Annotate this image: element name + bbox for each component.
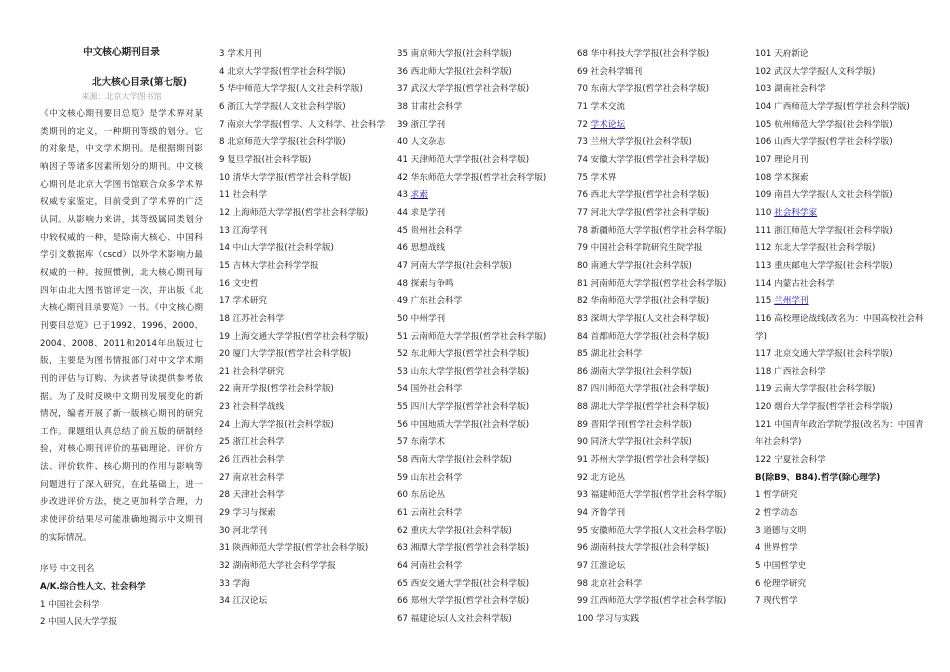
list-item: 107 理论月刊 — [755, 154, 809, 165]
list-item: 71 学术交流 — [577, 101, 626, 112]
list-item: 55 四川大学学报(哲学社会科学版) — [397, 402, 530, 413]
list-item: 15 吉林大学社会科学学报 — [219, 260, 319, 271]
list-item: 88 湖北大学学报(哲学社会科学版) — [577, 402, 710, 413]
list-item: 81 河南师范大学学报(哲学社会科学版) — [577, 278, 727, 289]
list-item: 98 北京社会科学 — [577, 578, 643, 589]
list-item: 100 学习与实践 — [577, 614, 640, 624]
list-item: 37 武汉大学学报(哲学社会科学版) — [397, 84, 530, 95]
list-item: 57 东南学术 — [397, 437, 446, 448]
list-item: 9 复旦学报(社会科学版) — [219, 154, 312, 165]
list-item: 2 哲学动态 — [755, 508, 798, 519]
list-item: 53 山东大学学报(哲学社会科学版) — [397, 366, 530, 377]
list-item: 75 学术界 — [577, 172, 617, 183]
list-item: 95 安徽师范大学学报(人文社会科学版) — [577, 525, 727, 536]
item-number: 72 — [577, 119, 591, 130]
journal-list — [40, 579, 203, 632]
list-item: 45 贵州社会科学 — [397, 225, 463, 236]
list-item: 112 东北大学学报(社会科学版) — [755, 243, 876, 254]
list-item: 104 广西师范大学学报(哲学社会科学版) — [755, 101, 910, 112]
list-item: 99 江西师范大学学报(哲学社会科学版) — [577, 596, 727, 607]
list-item: 70 东南大学学报(哲学社会科学版) — [577, 84, 710, 95]
list-item: 58 西南大学学报(社会科学版) — [397, 455, 512, 466]
page-title: 中文核心期刊目录 — [83, 47, 160, 58]
list-item: 7 南京大学学报(哲学、人文科学、社会科学 — [219, 119, 386, 130]
list-item: 119 云南大学学报(社会科学版) — [755, 384, 876, 395]
list-item: 33 学海 — [219, 578, 250, 589]
list-item: 91 苏州大学学报(哲学社会科学版) — [577, 455, 710, 466]
list-item: 108 学术探索 — [755, 172, 809, 183]
list-item: 17 学术研究 — [219, 296, 268, 307]
list-item: 39 浙江学刊 — [397, 119, 446, 130]
list-item: 35 南京师大学报(社会科学版) — [397, 49, 512, 59]
list-item: 82 华南师范大学学报(社会科学版) — [577, 296, 710, 307]
list-item: 6 伦理学研究 — [755, 578, 807, 589]
journal-link[interactable]: 学术论坛 — [590, 119, 626, 130]
journal-list — [755, 46, 927, 611]
list-item: 21 社会科学研究 — [219, 366, 285, 377]
list-item: 27 南京社会科学 — [219, 472, 285, 483]
list-item: 79 中国社会科学院研究生院学报 — [577, 243, 703, 254]
journal-list — [219, 46, 389, 611]
list-item: 50 中州学刊 — [397, 313, 446, 324]
list-item: 73 兰州大学学报(社会科学版) — [577, 137, 692, 148]
list-item: 7 现代哲学 — [755, 596, 798, 607]
list-item: 77 河北大学学报(哲学社会科学版) — [577, 207, 710, 218]
list-item: 47 河南大学学报(社会科学版) — [397, 260, 512, 271]
list-item: 10 清华大学学报(哲学社会科学版) — [219, 172, 352, 183]
list-item: 30 河北学刊 — [219, 525, 268, 536]
intro-column — [40, 46, 203, 632]
list-item: 86 湖南大学学报(社会科学版) — [577, 366, 692, 377]
source-line: 来源：北京大学图书馆 — [81, 92, 162, 101]
list-item: 114 内蒙古社会科学 — [755, 278, 835, 289]
list-item: 24 上海大学学报(社会科学版) — [219, 419, 334, 430]
list-item: 1 哲学研究 — [755, 490, 798, 501]
list-item: 102 武汉大学学报(人文科学版) — [755, 66, 876, 77]
list-item — [577, 117, 749, 135]
list-item: 67 福建论坛(人文社会科学版) — [397, 614, 512, 624]
list-item: 22 南开学报(哲学社会科学版) — [219, 384, 334, 395]
list-item: 14 中山大学学报(社会科学版) — [219, 243, 334, 254]
list-item: 19 上海交通大学学报(哲学社会科学版) — [219, 331, 369, 342]
list-item: 63 湘潭大学学报(哲学社会科学版) — [397, 543, 530, 554]
list-item: 118 广西社会科学 — [755, 366, 826, 377]
list-item: 2 中国人民大学学报 — [40, 617, 117, 628]
list-item: 42 华东师范大学学报(哲学社会科学版) — [397, 172, 547, 183]
list-item: 113 重庆邮电大学学报(社会科学版) — [755, 260, 893, 271]
list-item: 11 社会科学 — [219, 190, 268, 201]
list-item: 61 云南社会科学 — [397, 508, 463, 519]
list-item: 94 齐鲁学刊 — [577, 508, 626, 519]
list-item: 90 同济大学学报(社会科学版) — [577, 437, 692, 448]
list-item: 101 天府新论 — [755, 49, 809, 59]
journal-list — [397, 46, 569, 629]
list-item: 18 江苏社会科学 — [219, 313, 285, 324]
list-item: 13 江海学刊 — [219, 225, 268, 236]
list-item: 49 广东社会科学 — [397, 296, 463, 307]
list-item: 76 西北大学学报(哲学社会科学版) — [577, 190, 710, 201]
list-item: 106 山西大学学报(哲学社会科学版) — [755, 137, 893, 148]
list-header: 序号 中文刊名 — [40, 564, 95, 575]
item-number: 43 — [397, 190, 411, 201]
list-item: 97 江淮论坛 — [577, 561, 626, 572]
list-item: 66 郑州大学学报(哲学社会科学版) — [397, 596, 530, 607]
list-item: 52 东北师大学报(哲学社会科学版) — [397, 349, 530, 360]
category-heading: A/K.综合性人文、社会科学 — [40, 582, 146, 593]
list-item: 122 宁夏社会科学 — [755, 455, 826, 466]
list-item: 28 天津社会科学 — [219, 490, 285, 501]
list-item: 121 中国青年政治学院学报(改名为：中国青年社会科学) — [755, 419, 924, 448]
list-item: 68 华中科技大学学报(社会科学版) — [577, 49, 710, 59]
list-item: 105 杭州师范大学学报(社会科学版) — [755, 119, 893, 130]
list-item: 1 中国社会科学 — [40, 599, 100, 610]
list-item: 89 晋阳学刊(哲学社会科学版) — [577, 419, 692, 430]
list-item: 8 北京师范大学学报(社会科学版) — [219, 137, 346, 148]
list-item: 34 江汉论坛 — [219, 596, 268, 607]
list-item — [755, 205, 927, 223]
list-item: 59 山东社会科学 — [397, 472, 463, 483]
list-item: 65 西安交通大学学报(社会科学版) — [397, 578, 530, 589]
list-item: 51 云南师范大学学报(哲学社会科学版) — [397, 331, 547, 342]
list-item: 12 上海师范大学学报(哲学社会科学版) — [219, 207, 369, 218]
list-item: 36 西北师大学报(社会科学版) — [397, 66, 512, 77]
journal-link[interactable]: 求索 — [410, 190, 428, 201]
list-item — [755, 293, 927, 311]
list-item: 120 烟台大学学报(哲学社会科学版) — [755, 402, 893, 413]
list-item — [397, 187, 569, 205]
list-item: 111 浙江师范大学学报(社会科学版) — [755, 225, 893, 236]
intro-paragraph: 《中文核心期刊要目总览》是学术界对某类期刊的定义，一种期刊等级的划分。它的对象是，中文学术期刊。是根据期刊影响因子等诸多因素所划分的期刊。中文核心期刊是北京大学图书馆联合众多学术界权威专家鉴定，目前受到了学术界的广泛认同。从影响力来讲，其等级属同类划分中较权威的一种，是除南大核心、中国科学引文数据库（cscd）以外学术影响力最权威的一种。按照惯例，北大核心期刊每四年由北大图书馆评定一次，并出版《北大核心期刊目录要览》一书。《中文核心期刊要目总览》已于1992、1996、2000、2004、2008、2011和2014年出版过七版，主要是为图书情报部门对中文学术期刊的评估与订购、为读者导读提供参考依据。为了及时反映中文期刊发展变化的新情况，编者开展了新一版核心期刊的研究工作。课题组认真总结了前五版的研制经验，对核心期刊评价的基础理论、评价方法、评价软件、核心期刊的作用与影响等问题进行了深入研究，在此基础上，进一步改进评价方法，使之更加科学合理，力求使评价结果尽可能准确地揭示中文期刊的实际情况。 — [40, 109, 203, 543]
list-item: 44 求是学刊 — [397, 207, 446, 218]
list-item: 83 深圳大学学报(人文社会科学版) — [577, 313, 710, 324]
list-item: 6 浙江大学学报(人文社会科学版) — [219, 101, 346, 112]
list-item: 80 南通大学学报(社会科学版) — [577, 260, 692, 271]
list-item: 32 湖南师范大学社会科学学报 — [219, 561, 336, 572]
list-item: 116 高校理论战线(改名为：中国高校社会科学) — [755, 313, 924, 342]
list-item: 56 中国地质大学学报(社会科学版) — [397, 419, 530, 430]
list-item: 4 北京大学学报(哲学社会科学版) — [219, 66, 346, 77]
list-item: 84 首都师范大学学报(社会科学版) — [577, 331, 710, 342]
list-item: 26 江西社会科学 — [219, 455, 285, 466]
list-item: 46 思想战线 — [397, 243, 446, 254]
list-item: 5 华中师范大学学报(人文社会科学版) — [219, 84, 363, 95]
list-item: 48 探索与争鸣 — [397, 278, 454, 289]
list-item: 87 四川师范大学学报(社会科学版) — [577, 384, 710, 395]
list-item: 103 湖南社会科学 — [755, 84, 826, 95]
item-number: 110 — [755, 207, 775, 218]
list-item: 64 河南社会科学 — [397, 561, 463, 572]
list-item: 60 东岳论丛 — [397, 490, 446, 501]
list-item: 96 湖南科技大学学报(社会科学版) — [577, 543, 710, 554]
list-item: 20 厦门大学学报(哲学社会科学版) — [219, 349, 352, 360]
list-item: 16 文史哲 — [219, 278, 259, 289]
list-item: 29 学习与探索 — [219, 508, 276, 519]
list-item: 85 湖北社会科学 — [577, 349, 643, 360]
list-item: 3 道德与文明 — [755, 525, 807, 536]
list-item: 54 国外社会科学 — [397, 384, 463, 395]
list-item: 41 天津师范大学学报(社会科学版) — [397, 154, 530, 165]
list-item: 3 学术月刊 — [219, 49, 262, 59]
list-item: 5 中国哲学史 — [755, 561, 807, 572]
list-item: 25 浙江社会科学 — [219, 437, 285, 448]
item-number: 115 — [755, 296, 775, 307]
list-item: 38 甘肃社会科学 — [397, 101, 463, 112]
list-item: 109 南昌大学学报(人文社会科学版) — [755, 190, 893, 201]
list-item: 117 北京交通大学学报(社会科学版) — [755, 349, 893, 360]
journal-link[interactable]: 兰州学刊 — [774, 296, 809, 307]
list-item: 93 福建师范大学学报(哲学社会科学版) — [577, 490, 727, 501]
journal-list — [577, 46, 749, 629]
list-item: 62 重庆大学学报(社会科学版) — [397, 525, 512, 536]
list-item: 69 社会科学辑刊 — [577, 66, 643, 77]
list-item: 92 北方论丛 — [577, 472, 626, 483]
sub-title: 北大核心目录(第七版) — [91, 77, 188, 88]
list-item: 78 新疆师范大学学报(哲学社会科学版) — [577, 225, 727, 236]
list-item: 74 安徽大学学报(哲学社会科学版) — [577, 154, 710, 165]
journal-link[interactable]: 社会科学家 — [774, 207, 818, 218]
list-item: 4 世界哲学 — [755, 543, 798, 554]
list-item: 23 社会科学战线 — [219, 402, 285, 413]
list-item: 31 陕西师范大学学报(哲学社会科学版) — [219, 543, 369, 554]
category-heading: B(除B9、B84).哲学(除心理学) — [755, 472, 881, 483]
list-item: 40 人文杂志 — [397, 137, 446, 148]
